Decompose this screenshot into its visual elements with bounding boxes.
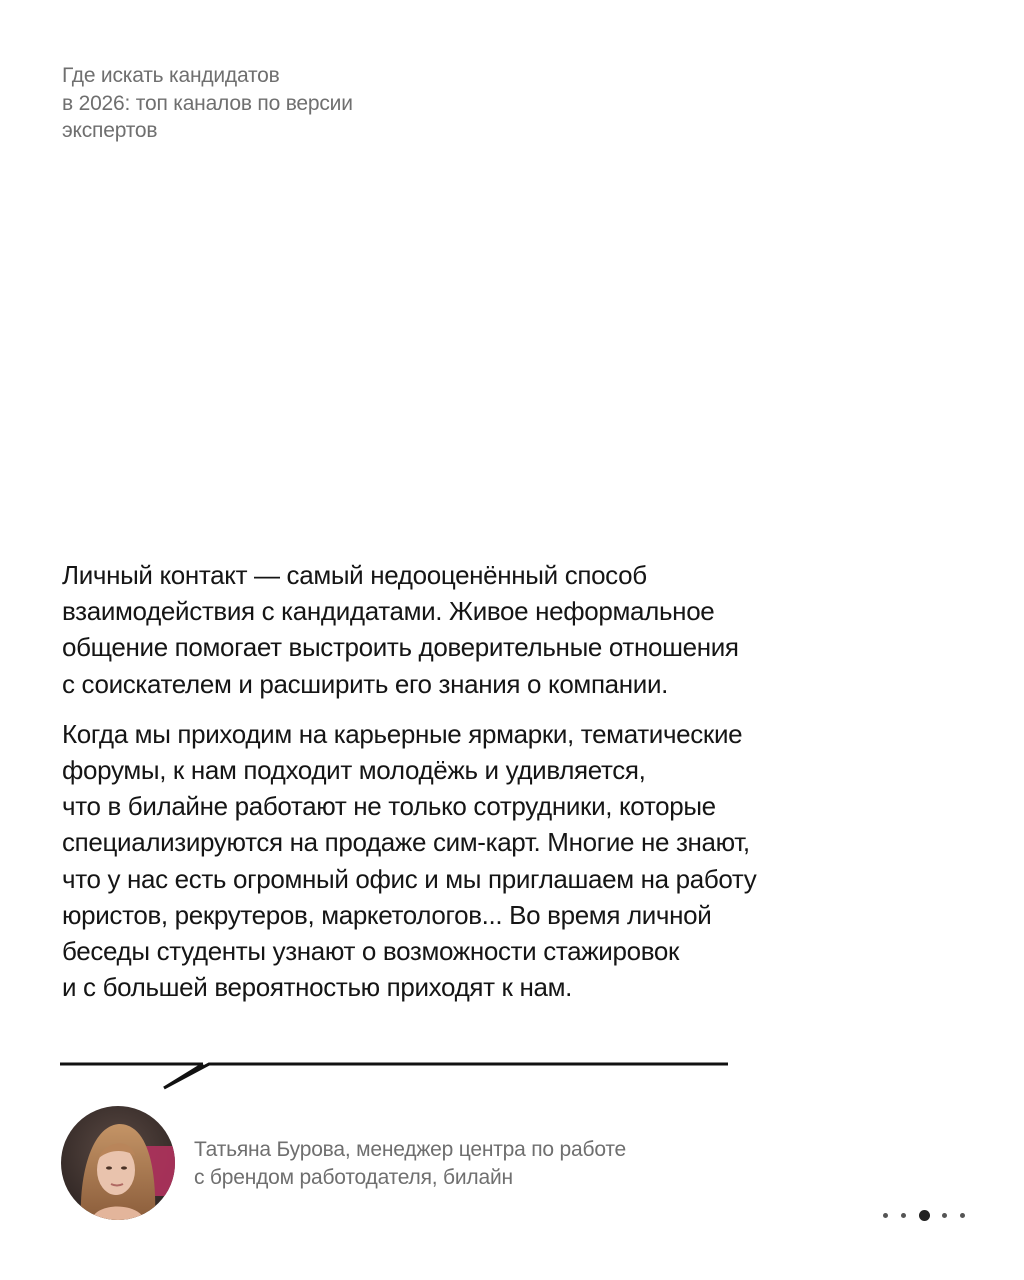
quote-line: и с большей вероятностью приходят к нам. bbox=[62, 972, 572, 1003]
quote-line: Когда мы приходим на карьерные ярмарки, тематические bbox=[62, 718, 743, 749]
title-line: экспертов bbox=[62, 119, 158, 142]
author-line: Татьяна Бурова, менеджер центра по работе bbox=[194, 1138, 627, 1161]
title-line: в 2026: топ каналов по версии bbox=[62, 91, 353, 115]
quote-line: форумы, к нам подходит молодёжь и удивляется, bbox=[62, 755, 646, 786]
quote-line: юристов, рекрутеров, маркетологов... Во время личной bbox=[62, 899, 712, 930]
speech-bubble-tail bbox=[60, 1055, 730, 1095]
author-caption bbox=[194, 1136, 734, 1191]
quote-paragraph-1 bbox=[62, 557, 892, 702]
page-title bbox=[62, 62, 442, 145]
quote-paragraph-2 bbox=[62, 716, 892, 1006]
author-line: с брендом работодателя, билайн bbox=[194, 1165, 513, 1189]
avatar-photo bbox=[61, 1106, 175, 1220]
quote-line: общение помогает выстроить доверительные отношения bbox=[62, 632, 739, 663]
pager-dot[interactable] bbox=[901, 1213, 906, 1218]
quote-line: специализируются на продаже сим-карт. Многие не знают, bbox=[62, 827, 750, 858]
quote-line: беседы студенты узнают о возможности стажировок bbox=[62, 936, 679, 967]
pager-dot-active[interactable] bbox=[919, 1210, 930, 1221]
pager-dot[interactable] bbox=[960, 1213, 965, 1218]
quote-line: с соискателем и расширить его знания о компании. bbox=[62, 668, 669, 699]
carousel-pager bbox=[883, 1205, 965, 1225]
pager-dot[interactable] bbox=[883, 1213, 888, 1218]
title-line: Где искать кандидатов bbox=[62, 64, 280, 87]
pager-dot[interactable] bbox=[942, 1213, 947, 1218]
author-avatar bbox=[61, 1106, 175, 1220]
quote-text bbox=[62, 557, 892, 1019]
quote-line: Личный контакт — самый недооценённый способ bbox=[62, 560, 647, 590]
quote-line: что у нас есть огромный офис и мы приглашаем на работу bbox=[62, 863, 757, 894]
quote-line: взаимодействия с кандидатами. Живое неформальное bbox=[62, 596, 715, 627]
quote-line: что в билайне работают не только сотрудники, которые bbox=[62, 791, 716, 822]
